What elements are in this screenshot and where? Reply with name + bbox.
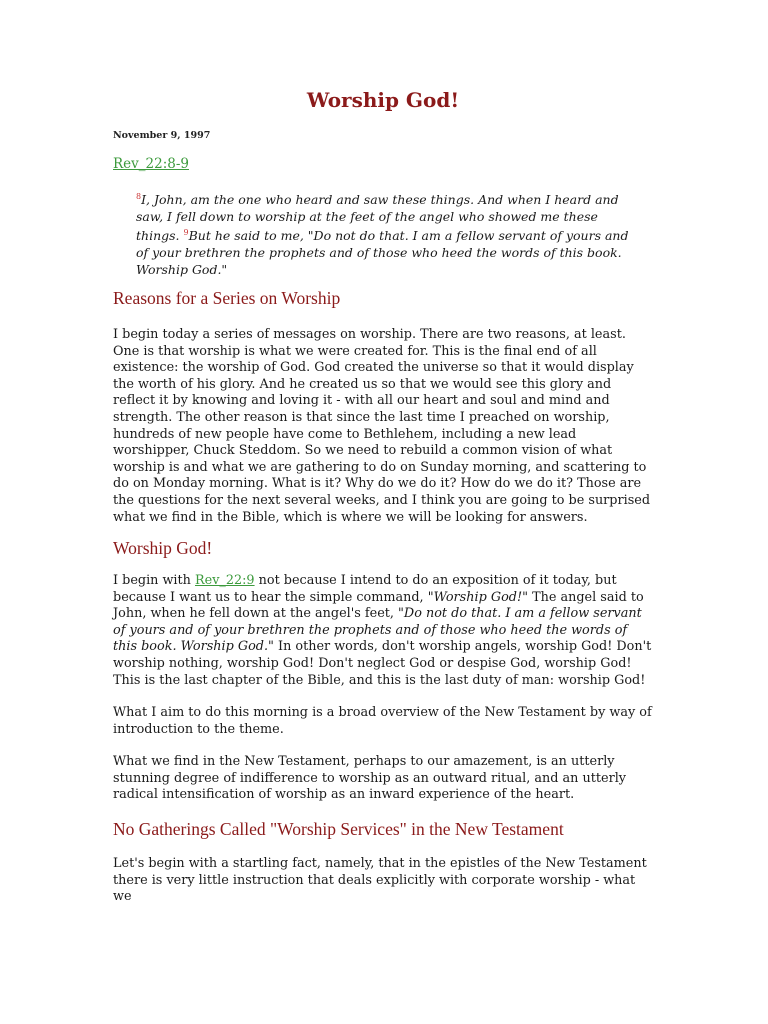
verse-number-9: 9 (183, 228, 189, 238)
section-heading-worship-god: Worship God! (113, 538, 213, 558)
section-heading-no-gatherings: No Gatherings Called "Worship Services" in the New Testament (113, 819, 564, 839)
scripture-inline-link[interactable]: Rev_22:9 (194, 573, 255, 588)
sermon-date: November 9, 1997 (113, 130, 211, 141)
p1-end: In other words, don't worship angels, worship God! Don't worship nothing, worship God! Don't neglect God or despise God, worship God! This is the last chapter of the Bible, and this is the last duty of man: worship God! (113, 639, 652, 688)
section-paragraph-no-gatherings: Let's begin with a startling fact, namely, that in the epistles of the New Testament there is very little instruction that deals explicitly with corporate worship - what we (113, 856, 647, 905)
verse-9-text: But he said to me, "Do not do that. I am a fellow servant of yours and of your brethren the prophets and of those who heed the words of this book. Worship God." (136, 228, 629, 277)
p1-before-link: I begin with (113, 573, 195, 588)
p1-mid: The angel said to John, when he fell down at the angel's feet, (113, 589, 644, 622)
verse-8-text: I, John, am the one who heard and saw these things. And when I heard and saw, I fell down to worship at the feet of the angel who showed me these things. (136, 192, 619, 244)
scripture-quote (136, 189, 641, 278)
p1-quote: "Do not do that. I am a fellow servant of yours and of your brethren the prophets and of those who heed the words of this book. Worship God." (113, 606, 642, 655)
section-paragraph-worship-god-1 (113, 573, 653, 689)
verse-number-8: 8 (136, 192, 142, 201)
p1-command: "Worship God!" (427, 589, 528, 605)
section-paragraph-worship-god-2: What I aim to do this morning is a broad overview of the New Testament by way of introduction to the theme. (113, 705, 652, 737)
section-paragraph-worship-god-3: What we find in the New Testament, perhaps to our amazement, is an utterly stunning degree of indifference to worship as an outward ritual, and an utterly radical intensification of worship as an inward experience of the heart. (113, 754, 627, 803)
scripture-reference-link[interactable]: Rev_22:8-9 (113, 156, 189, 172)
section-paragraph-reasons: I begin today a series of messages on worship. There are two reasons, at least. One is that worship is what we were created for. This is the final end of all existence: the worship of God. God created the universe so that it would display the worth of his glory. And he created us so that we would see this glory and reflect it by knowing and loving it - with all our heart and soul and mind and strength. The other reason is that since the last time I preached on worship, hundreds of new people have come to Bethlehem, including a new lead worshipper, Chuck Steddom. So we need to rebuild a common vision of what worship is and what we are gathering to do on Sunday morning, and scattering to do on Monday morning. What is it? Why do we do it? How do we do it? Those are the questions for the next several weeks, and I think you are going to be surprised what we find in the Bible, which is where we will be looking for answers. (113, 327, 651, 525)
p1-after-link: not because I intend to do an exposition of it today, but because I want us to hear the simple command, (113, 573, 617, 605)
page-title: Worship God! (306, 88, 460, 112)
section-heading-reasons: Reasons for a Series on Worship (113, 288, 341, 308)
